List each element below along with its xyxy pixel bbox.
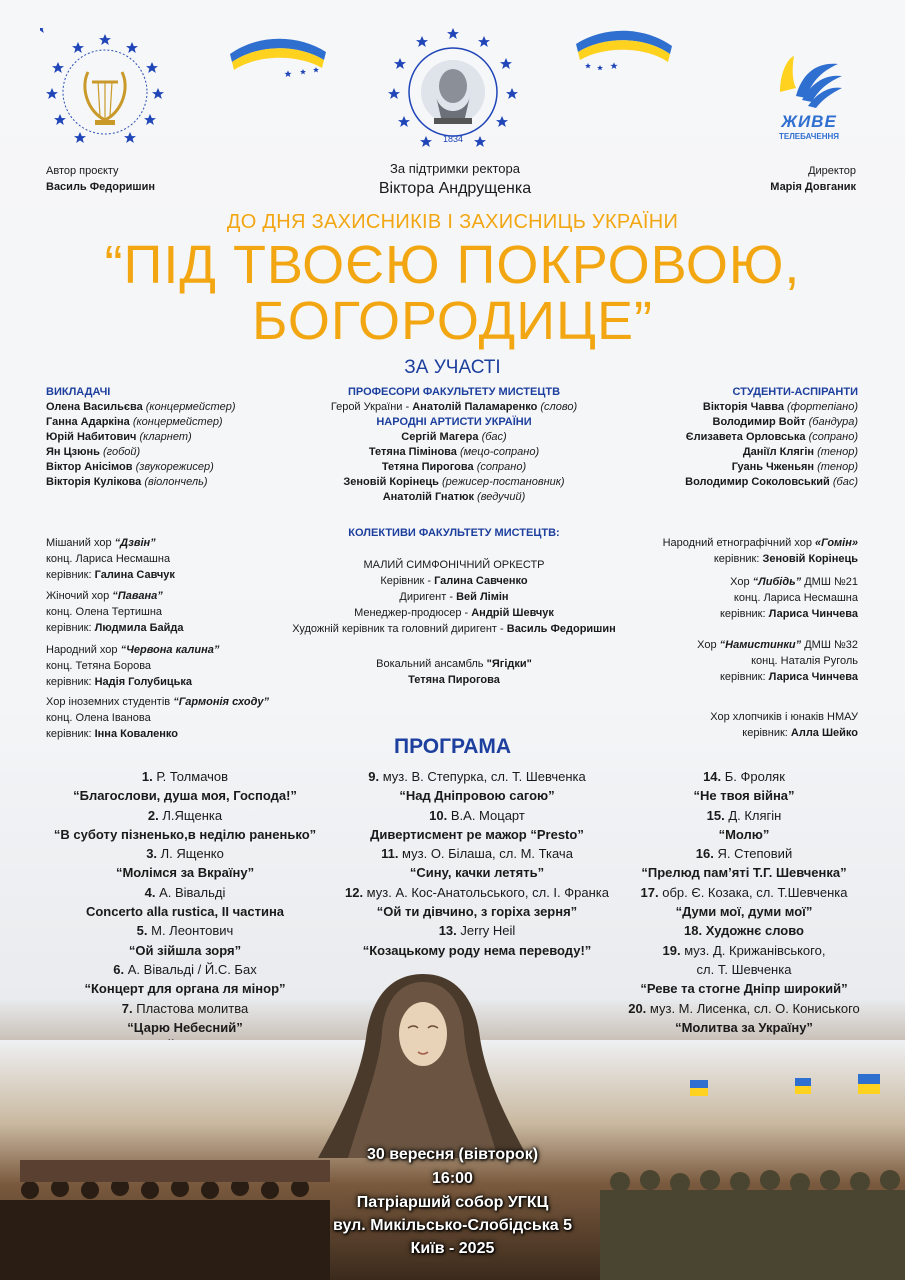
author-name: Василь Федоришин (46, 181, 156, 193)
author-role: Автор проєкту (46, 165, 119, 177)
university-seal-icon (384, 24, 522, 156)
tv-logo-sub: ТЕЛЕБАЧЕННЯ (778, 132, 840, 141)
student-item: Вікторія Чавва (фортепіано) (702, 401, 858, 413)
main-title-line1: “ПІД ТВОЄЮ ПОКРОВОЮ, (104, 235, 801, 295)
event-city-year: Київ - 2025 (410, 1240, 495, 1257)
professors-heading: ПРОФЕСОРИ ФАКУЛЬТЕТУ МИСТЕЦТВ (347, 386, 561, 398)
orchestra-artistic-director: Художній керівник та головний диригент - Василь Федоришин (292, 623, 616, 635)
choir-block: Мішаний хор “Дзвін” конц. Лариса Несмашна керівник: Галина Савчук (46, 537, 175, 581)
flag-ribbon-icon (228, 34, 328, 78)
choir-block: Народний хор “Червона калина” конц. Тетяна Борова керівник: Надія Голубицька (46, 644, 220, 688)
rector-line: За підтримки ректора (390, 161, 520, 176)
flag-ribbon-icon (574, 26, 674, 70)
artist-item: Тетяна Пімінова (мецо-сопрано) (368, 446, 540, 458)
tv-logo-icon (764, 52, 854, 144)
orchestra-manager: Менеджер-продюсер - Андрій Шевчук (354, 607, 554, 619)
student-item: Гуань Чженьян (тенор) (731, 461, 858, 473)
artist-item: Анатолій Гнатюк (ведучий) (382, 491, 526, 503)
artist-item: Сергій Магера (бас) (401, 431, 507, 443)
orchestra-name: МАЛИЙ СИМФОНІЧНИЙ ОРКЕСТР (363, 559, 545, 571)
event-address: вул. Микільсько-Слобідська 5 (333, 1217, 572, 1234)
event-time: 16:00 (432, 1170, 473, 1187)
artist-item: Тетяна Пирогова (сопрано) (381, 461, 527, 473)
student-item: Володимир Войт (бандура) (712, 416, 858, 428)
collectives-heading: КОЛЕКТИВИ ФАКУЛЬТЕТУ МИСТЕЦТВ: (348, 527, 560, 539)
student-item: Даніїл Клягін (тенор) (742, 446, 858, 458)
choir-block: Хор хлопчиків і юнаків НМАУ керівник: Алла Шейко (710, 711, 858, 739)
event-venue: Патріарший собор УГКЦ (356, 1194, 549, 1211)
choir-block: Народний етнографічний хор «Гомін» керівник: Зеновій Корінець (662, 537, 858, 565)
director-name: Марія Довганик (770, 181, 856, 193)
program-column-2: 9. муз. В. Степурка, сл. Т. Шевченка “Над Дніпровою сагою” 10. В.А. Моцарт Дивертисмент ре мажор “Presto” 11. муз. О. Білаша, сл. М. Ткача “Сину, качки летять” 12. муз. А. Кос-Анатольського, сл. І. Франка “Ой ти дівчино, з горіха зерня” 13. Jerry Heil “Козацькому роду нема переводу!” (344, 769, 609, 958)
main-title-line2: БОГОРОДИЦЕ” (251, 291, 654, 351)
hero-line: Герой України - Анатолій Паламаренко (слово) (330, 401, 578, 413)
teacher-item: Вікторія Кулікова (віолончель) (46, 476, 208, 488)
participation-heading: ЗА УЧАСТІ (404, 357, 501, 378)
choir-block: Жіночий хор “Павана” конц. Олена Тертишна керівник: Людмила Байда (46, 590, 184, 634)
vocal-leader: Тетяна Пирогова (408, 674, 500, 686)
teacher-item: Олена Васильєва (концермейстер) (46, 401, 236, 413)
orchestra-leader: Керівник - Галина Савченко (380, 575, 528, 587)
teachers-heading: ВИКЛАДАЧІ (46, 386, 111, 398)
students-heading: СТУДЕНТИ-АСПІРАНТИ (732, 386, 858, 398)
teachers-column (46, 385, 236, 490)
professors-column (272, 385, 636, 505)
choir-block: Хор “Намистинки” ДМШ №32 конц. Наталія Руголь керівник: Лариса Чинчева (697, 639, 858, 683)
choir-block: Хор іноземних студентів “Гармонія сходу” конц. Олена Іванова керівник: Інна Коваленко (46, 696, 270, 740)
tv-logo-text: ЖИВЕ (781, 112, 837, 131)
dedication-title: ДО ДНЯ ЗАХИСНИКІВ І ЗАХИСНИЦЬ УКРАЇНИ (226, 211, 679, 233)
director-role: Директор (808, 165, 856, 177)
teacher-item: Віктор Анісімов (звукорежисер) (46, 461, 214, 473)
teacher-item: Ганна Адаркіна (концермейстер) (46, 416, 223, 428)
madonna-icon (318, 968, 528, 1158)
student-item: Єлизавета Орловська (сопрано) (685, 431, 858, 443)
artists-heading: НАРОДНІ АРТИСТИ УКРАЇНИ (376, 416, 532, 428)
program-heading: ПРОГРАМА (393, 735, 512, 758)
orchestra-conductor: Диригент - Вей Лімін (399, 591, 509, 603)
choir-block: Хор “Либідь” ДМШ №21 конц. Лариса Несмашна керівник: Лариса Чинчева (719, 576, 858, 620)
seal-year: 1834 (442, 134, 464, 144)
program-column-1: 1. Р. Толмачов “Благослови, душа моя, Господа!” 2. Л.Ященка “В суботу пізненько,в неділю раненько” 3. Л. Ященко “Молімся за Вкраїну” 4. А. Вівальді Concerto alla rustica, II частина 5. М. Леонтович “Ой зійшла зоря” 6. А. Вівальді / Й.С. Бах “Концерт для органа ля мінор” 7. Пластова молитва “Царю Небесний” (53, 769, 317, 1035)
vocal-ensemble: Вокальний ансамбль "Ягідки" Тетяна Пирогова (272, 656, 636, 688)
event-date: 30 вересня (вівторок) (366, 1146, 539, 1163)
student-item: Володимир Соколовський (бас) (685, 476, 858, 488)
program-column-3: 14. Б. Фроляк “Не твоя війна” 15. Д. Клягін “Молю” 16. Я. Степовий “Прелюд пам’яті Т.Г. Шевченка” 17. обр. Є. Козака, сл. Т.Шевченка “Думи мої, думи мої” 18. Художнє слово 19. муз. Д. Крижанівського, сл. Т. Шевченка “Реве та стогне Дніпр широкий” 20. муз. М. Лисенка, сл. О. Кониського “Молитва за Україну” (628, 769, 860, 1035)
lyre-emblem-icon (40, 28, 170, 153)
artist-item: Зеновій Корінець (режисер-постановник) (343, 476, 565, 488)
rector-name: Віктора Андрущенка (378, 180, 532, 197)
students-column (600, 385, 858, 490)
teacher-item: Ян Цзюнь (гобой) (46, 446, 141, 458)
teacher-item: Юрій Набитович (кларнет) (46, 431, 192, 443)
orchestra-block (252, 557, 656, 637)
